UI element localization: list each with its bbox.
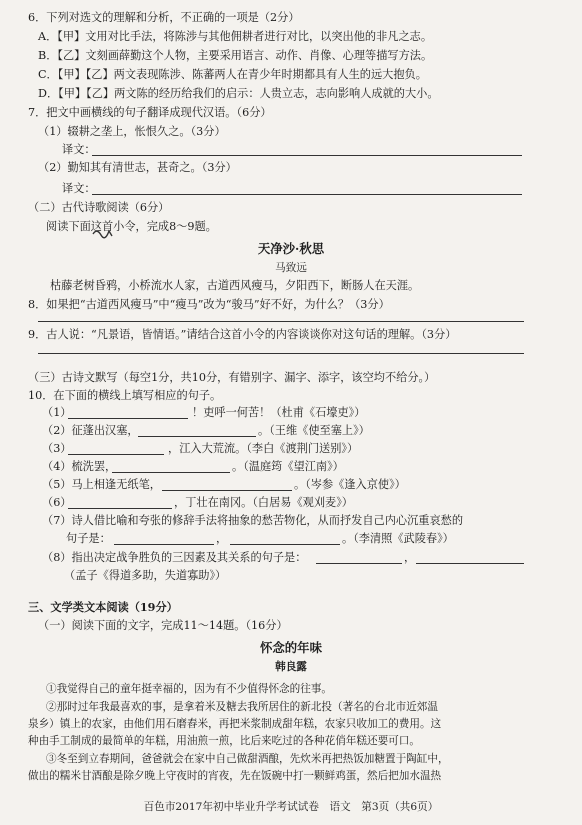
dictation-item-5-tail: 。（岑参《逢入京使》）: [294, 478, 406, 491]
dictation-blank-6[interactable]: [68, 508, 172, 509]
dictation-item-7-source: 。（李清照《武陵春》）: [342, 532, 454, 545]
handwritten-mark: [92, 226, 114, 240]
dictation-item-7: （7）诗人借比喻和夸张的修辞手法将抽象的愁苦物化，从而抒发自己内心沉重哀愁的: [42, 514, 464, 527]
q7-answer-line-1[interactable]: [92, 155, 522, 156]
q9-answer-line[interactable]: [38, 353, 524, 354]
paragraph-3-line-2: 做出的糯米甘酒酿是除夕晚上守夜时的宵夜，先在饭碗中打一颗鲜鸡蛋，然后把加水温热: [28, 770, 442, 782]
dictation-item-3-text: ，江入大荒流。（李白《渡荆门送别》）: [168, 442, 359, 455]
dictation-item-6-num: （6）: [42, 496, 72, 509]
dictation-item-6-text: ，丁壮在南冈。（白居易《观刈麦》）: [174, 496, 353, 509]
dictation-item-1-text: ！吏呼一何苦！（杜甫《石壕吏》）: [192, 406, 366, 419]
dictation-blank-1[interactable]: [68, 418, 188, 419]
paragraph-2-line-3: 种由手工制成的最简单的年糕，用油煎一煎，比后来吃过的各种花俏年糕还要可口。: [28, 735, 420, 747]
dictation-blank-2[interactable]: [138, 436, 256, 437]
q6-stem: 6．下列对选文的理解和分析，不正确的一项是（2分）: [28, 11, 300, 24]
dictation-item-2: （2）征蓬出汉塞，: [42, 424, 139, 437]
dictation-item-3-num: （3）: [42, 442, 72, 455]
q8-answer-line[interactable]: [38, 321, 524, 322]
dictation-blank-8a[interactable]: [316, 563, 402, 564]
lit-section-heading: 三、文学类文本阅读（19分）: [28, 600, 178, 614]
q6-option-b: B．【乙】文刻画薛勤这个人物，主要采用语言、动作、肖像、心理等描写方法。: [38, 49, 433, 62]
dictation-blank-7b[interactable]: [230, 544, 340, 545]
q7-answer-line-2[interactable]: [92, 194, 522, 195]
q7-answer-label-1: 译文：: [62, 143, 96, 156]
dictation-blank-7a[interactable]: [114, 544, 214, 545]
dictation-item-1-num: （1）: [42, 406, 72, 419]
dictation-item-8-source: （孟子《得道多助，失道寡助》）: [64, 569, 227, 582]
dictation-item-8-comma: ，: [404, 551, 416, 564]
article-title: 怀念的年味: [260, 640, 322, 655]
dictation-item-7-label: 句子是：: [66, 532, 111, 545]
q10-stem: 10．在下面的横线上填写相应的句子。: [28, 389, 222, 402]
dictation-item-2-tail: 。（王维《使至塞上》）: [258, 424, 370, 437]
q6-option-c: C．【甲】【乙】两文表现陈涉、陈蕃两人在青少年时期都具有人生的远大抱负。: [38, 68, 427, 81]
q7-sentence-1: （1）辍耕之垄上，怅恨久之。（3分）: [38, 125, 226, 138]
page-footer: 百色市2017年初中毕业升学考试试卷 语文 第3页（共6页）: [143, 801, 439, 813]
lit-subsection: （一）阅读下面的文字，完成11～14题。（16分）: [38, 619, 288, 632]
paragraph-2-line-2: 泉乡）镇上的农家，由他们用石磨舂米，再把米浆制成甜年糕，农家只收加工的费用。这: [28, 718, 442, 730]
dictation-heading: （三）古诗文默写（每空1分，共10分，有错别字、漏字、添字，该空均不给分。）: [28, 371, 436, 384]
article-author: 韩良露: [275, 661, 307, 673]
paragraph-3-line-1: ③冬至到立春期间，爸爸就会在家中自己做甜酒酿，先炊米再把热饭加糖置于陶缸中，: [46, 753, 449, 765]
dictation-item-5: （5）马上相逢无纸笔，: [42, 478, 161, 491]
poem-instruction: 阅读下面这首小令，完成8～9题。: [46, 220, 217, 233]
poem-author: 马致远: [275, 262, 307, 274]
q6-option-d: D．【甲】【乙】两文陈的经历给我们的启示：人贵立志，志向影响人成就的大小。: [38, 87, 439, 100]
dictation-item-7-comma: ，: [216, 532, 228, 545]
poem-title: 天净沙·秋思: [257, 241, 325, 256]
dictation-item-4: （4）梳洗罢，: [42, 460, 117, 473]
paragraph-1: ①我觉得自己的童年挺幸福的，因为有不少值得怀念的往事。: [46, 683, 333, 695]
poem-text: 枯藤老树昏鸦，小桥流水人家，古道西风瘦马，夕阳西下，断肠人在天涯。: [50, 279, 420, 292]
paragraph-2-line-1: ②那时过年我最喜欢的事，是拿着米及糖去我所居住的新北投（著名的台北市近郊温: [46, 701, 438, 713]
dictation-blank-3[interactable]: [68, 454, 164, 455]
q7-answer-label-2: 译文：: [62, 182, 96, 195]
poem-section-heading: （二）古代诗歌阅读（6分）: [28, 201, 170, 214]
q7-sentence-2: （2）勤知其有清世志，甚奇之。（3分）: [38, 161, 237, 174]
q8-stem: 8．如果把“古道西风瘦马”中“瘦马”改为“骏马”好不好，为什么？（3分）: [28, 298, 390, 311]
q6-option-a: A．【甲】文用对比手法，将陈涉与其他佣耕者进行对比，以突出他的非凡之志。: [38, 30, 433, 43]
dictation-item-4-tail: 。（温庭筠《望江南》）: [232, 460, 344, 473]
dictation-blank-4[interactable]: [112, 472, 230, 473]
dictation-item-8: （8）指出决定战争胜负的三因素及其关系的句子是：: [42, 551, 307, 564]
q7-stem: 7．把文中画横线的句子翻译成现代汉语。（6分）: [28, 106, 272, 119]
dictation-blank-8b[interactable]: [416, 563, 524, 564]
dictation-blank-5[interactable]: [162, 490, 292, 491]
q9-stem: 9．古人说：“凡景语，皆情语。”请结合这首小令的内容谈谈你对这句话的理解。（3分）: [28, 328, 457, 341]
